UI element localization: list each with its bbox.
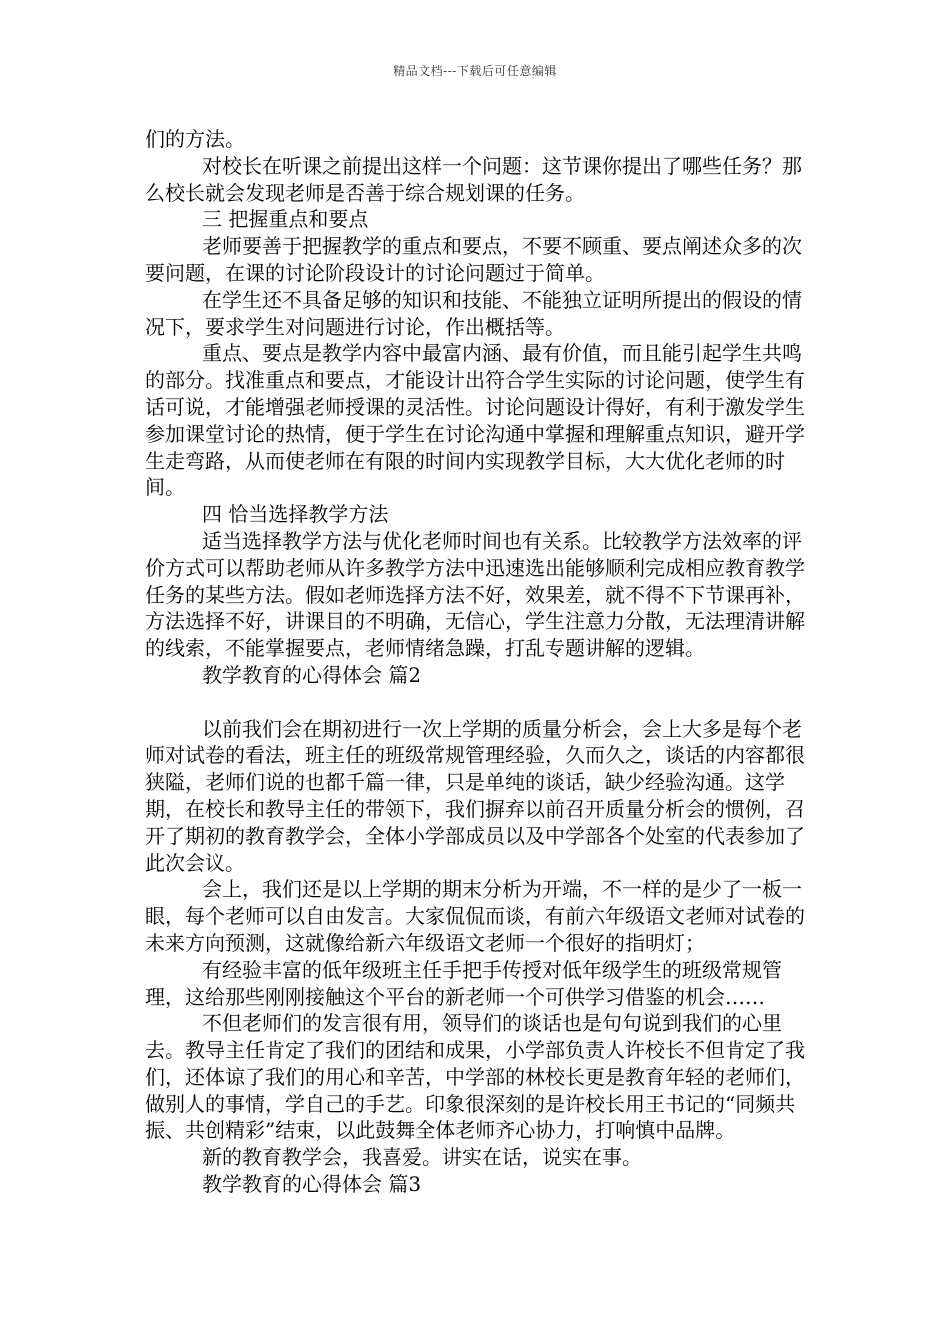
paragraph: 适当选择教学方法与优化老师时间也有关系。比较教学方法效率的评价方式可以帮助老师从许多教学方法中迅速选出能够顺利完成相应教育教学任务的某些方法。假如老师选择方法不好，效果差，就不得不下节课再补，方法选择不好，讲课目的不明确，无信心，学生注意力分散，无法理清讲解的线索，不能掌握要点，老师情绪急躁，打乱专题讲解的逻辑。 (145, 528, 805, 661)
paragraph: 对校长在听课之前提出这样一个问题：这节课你提出了哪些任务？那么校长就会发现老师是否善于综合规划课的任务。 (145, 153, 802, 205)
article-title: 教学教育的心得体会 篇3 (202, 1172, 422, 1197)
blank-line (145, 689, 805, 716)
paragraph: 新的教育教学会，我喜爱。讲实在话，说实在事。 (202, 1145, 642, 1170)
article-title: 教学教育的心得体会 篇2 (202, 662, 422, 687)
section-heading: 三 把握重点和要点 (202, 207, 369, 232)
paragraph: 老师要善于把握教学的重点和要点，不要不顾重、要点阐述众多的次要问题，在课的讨论阶段设计的讨论问题过于简单。 (145, 234, 802, 285)
paragraph: 在学生还不具备足够的知识和技能、不能独立证明所提出的假设的情况下，要求学生对问题进行讨论，作出概括等。 (145, 287, 802, 339)
paragraph: 重点、要点是教学内容中最富内涵、最有价值，而且能引起学生共鸣的部分。找准重点和要点，才能设计出符合学生实际的讨论问题，使学生有话可说，才能增强老师授课的灵活性。讨论问题设计得好，有利于激发学生参加课堂讨论的热情，便于学生在讨论沟通中掌握和理解重点知识，避开学生走弯路，从而使老师在有限的时间内实现教学目标，大大优化老师的时间。 (145, 341, 805, 500)
page-header: 精品文档---下载后可任意编辑 (393, 64, 557, 78)
paragraph: 有经验丰富的低年级班主任手把手传授对低年级学生的班级常规管理，这给那些刚刚接触这个平台的新老师一个可供学习借鉴的机会…… (145, 957, 782, 1009)
paragraph: 会上，我们还是以上学期的期末分析为开端，不一样的是少了一板一眼，每个老师可以自由发言。大家侃侃而谈，有前六年级语文老师对试卷的未来方向预测，这就像给新六年级语文老师一个很好的指明灯； (145, 877, 805, 955)
paragraph: 以前我们会在期初进行一次上学期的质量分析会，会上大多是每个老师对试卷的看法，班主任的班级常规管理经验，久而久之，谈话的内容都很狭隘，老师们说的也都千篇一律，只是单纯的谈话，缺少经验沟通。这学期，在校长和教导主任的带领下，我们摒弃以前召开质量分析会的惯例，召开了期初的教育教学会，全体小学部成员以及中学部各个处室的代表参加了此次会议。 (145, 716, 805, 875)
paragraph: 们的方法。 (145, 127, 245, 151)
document-body (145, 126, 805, 1198)
section-heading: 四 恰当选择教学方法 (202, 502, 389, 527)
paragraph: 不但老师们的发言很有用，领导们的谈话也是句句说到我们的心里去。教导主任肯定了我们的团结和成果，小学部负责人许校长不但肯定了我们，还体谅了我们的用心和辛苦，中学部的林校长更是教育年轻的老师们，做别人的事情，学自己的手艺。印象很深刻的是许校长用王书记的“同频共振、共创精彩”结束，以此鼓舞全体老师齐心协力，打响慎中品牌。 (145, 1011, 805, 1143)
